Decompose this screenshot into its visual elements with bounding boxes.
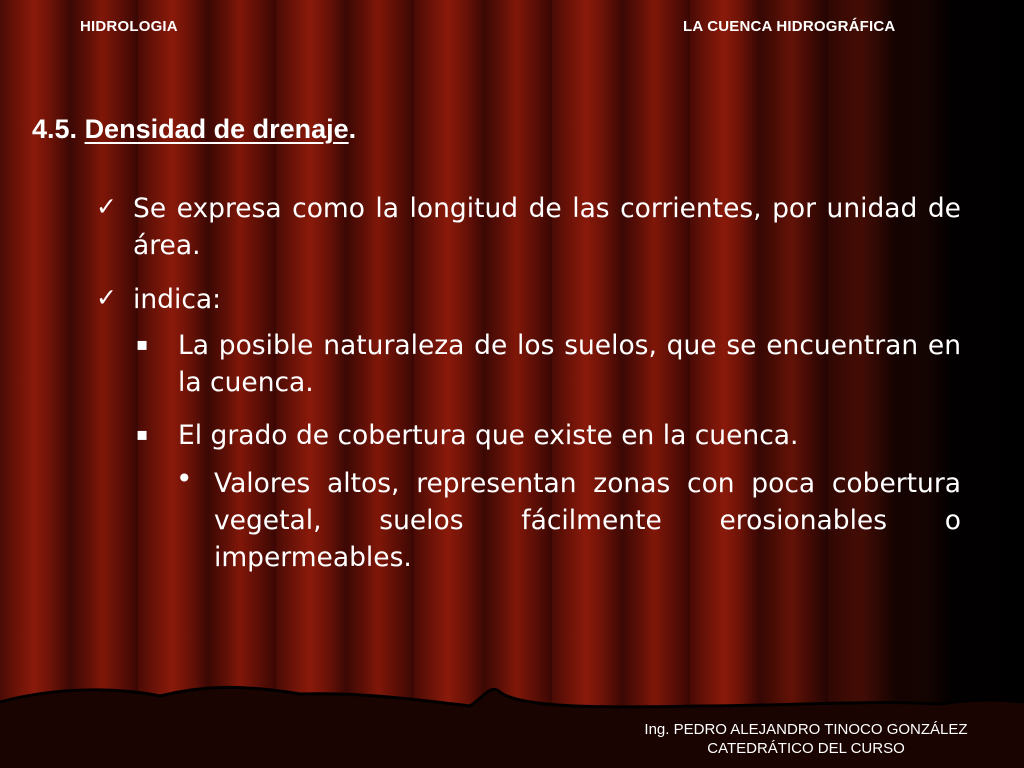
bullet-text: La posible naturaleza de los suelos, que se encuentran en la cuenca. [178,330,961,398]
list-item [178,417,961,454]
round-bullet-icon: • [176,462,193,495]
bullet-text: indica: [133,284,222,315]
checkmark-icon: ✓ [96,192,117,221]
bullet-text: Valores altos, representan zonas con poca cobertura vegetal, suelos fácilmente erosionables o impermeables. [214,468,961,573]
square-bullet-icon: ▪ [136,424,149,445]
list-item [178,327,961,401]
bullet-text: Se expresa como la longitud de las corrientes, por unidad de área. [133,193,961,261]
list-item [133,190,961,264]
section-heading: Densidad de drenaje [84,114,349,144]
list-item [133,281,961,318]
header-topic: LA CUENCA HIDROGRÁFICA [683,18,896,35]
footer-credits [636,720,976,758]
checkmark-icon: ✓ [96,283,117,312]
bullet-text: El grado de cobertura que existe en la cuenca. [178,420,799,451]
square-bullet-icon: ▪ [136,334,149,355]
footer-author: Ing. PEDRO ALEJANDRO TINOCO GONZÁLEZ [644,721,968,738]
list-item [214,465,961,576]
section-title [32,114,356,145]
section-number: 4.5. [32,114,78,144]
footer-role: CATEDRÁTICO DEL CURSO [707,740,905,757]
section-period: . [348,114,357,144]
header-course-name: HIDROLOGIA [80,18,178,35]
